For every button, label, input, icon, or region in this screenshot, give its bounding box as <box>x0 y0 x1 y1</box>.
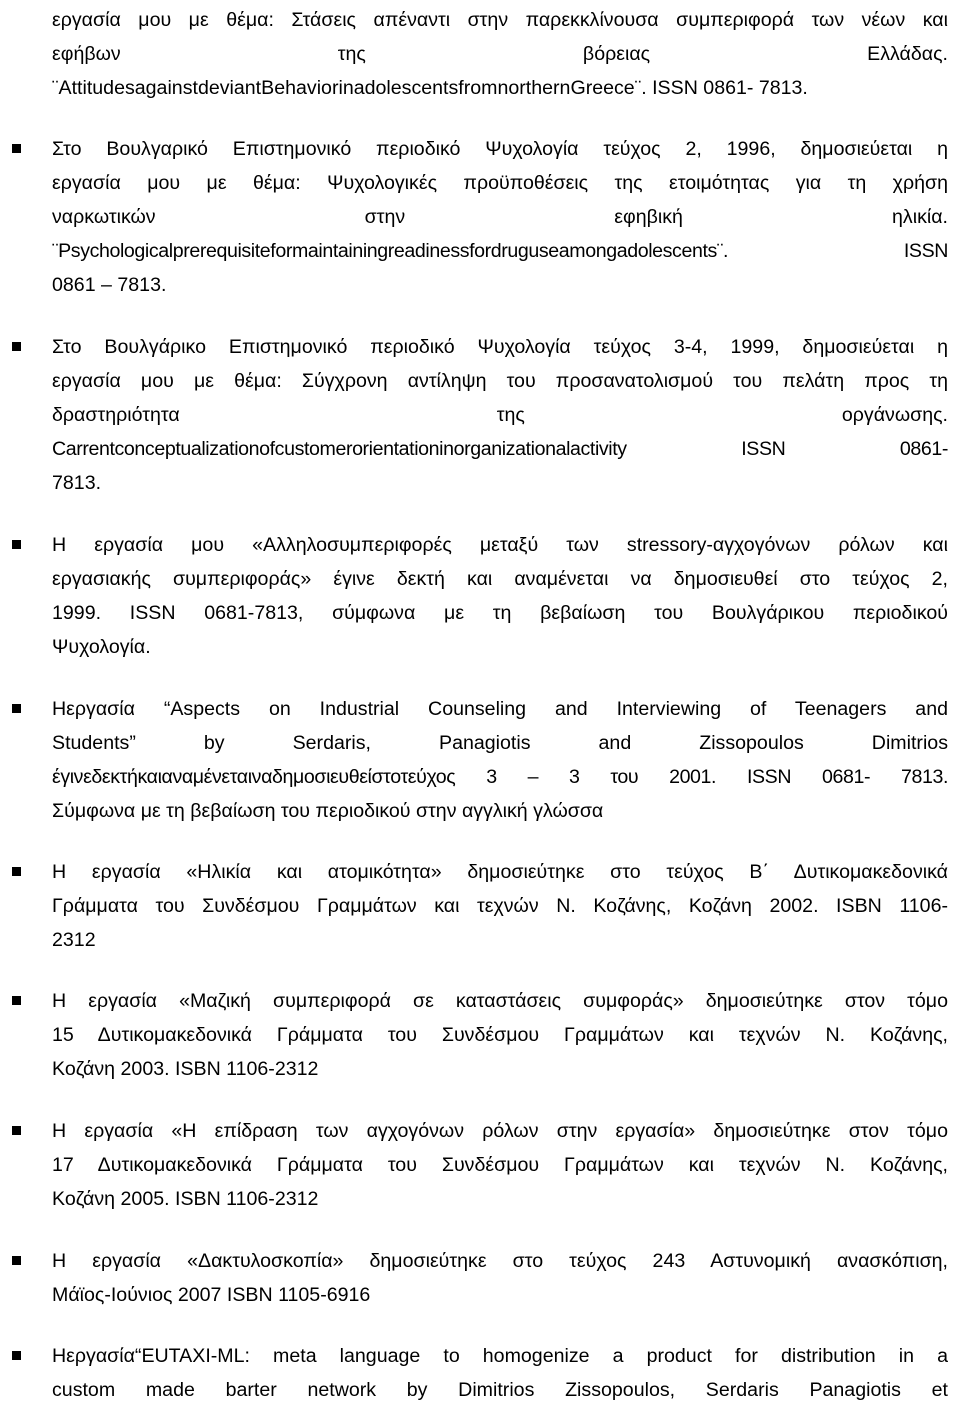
entry-text <box>52 528 948 664</box>
text-line: Η εργασία «Ηλικία και ατομικότητα» δημοσιεύτηκε στο τεύχος Β΄ Δυτικομακεδονικά <box>52 861 948 883</box>
text-line: 17 Δυτικομακεδονικά Γράμματα του Συνδέσμου Γραμμάτων και τεχνών Ν. Κοζάνης, <box>52 1154 948 1176</box>
text-line: Στο Βουλγάρικο Επιστημονικό περιοδικό Ψυχολογία τεύχος 3-4, 1999, δημοσιεύεται η <box>52 336 948 358</box>
text-line: ¨AttitudesagainstdeviantBehaviorinadolescentsfromnorthernGreece¨. ISSN 0861- 7813. <box>52 77 808 99</box>
text-line: 15 Δυτικομακεδονικά Γράμματα του Συνδέσμου Γραμμάτων και τεχνών Ν. Κοζάνης, <box>52 1024 948 1046</box>
text-line: 0861 – 7813. <box>52 274 167 296</box>
entry-text <box>52 1244 948 1312</box>
square-bullet-icon <box>12 144 21 153</box>
text-line: Students” by Serdaris, Panagiotis and Zissopoulos Dimitrios <box>52 732 948 754</box>
text-line: ¨Psychologicalprerequisiteformaintainingreadinessfordruguseamongadolescents¨. ISSN <box>52 240 948 262</box>
square-bullet-icon <box>12 704 21 713</box>
square-bullet-icon <box>12 540 21 549</box>
text-line: Κοζάνη 2005. ISBN 1106-2312 <box>52 1188 319 1210</box>
text-line: Γράμματα του Συνδέσμου Γραμμάτων και τεχνών Ν. Κοζάνης, Κοζάνη 2002. ISBN 1106- <box>52 895 948 917</box>
text-line: εφήβων της βόρειας Ελλάδας. <box>52 43 948 65</box>
square-bullet-icon <box>12 1126 21 1135</box>
entry-text <box>52 1339 948 1407</box>
text-line: εργασία μου με θέμα: Ψυχολογικές προϋποθέσεις της ετοιμότητας για τη χρήση <box>52 172 948 194</box>
text-line: Σύμφωνα με τη βεβαίωση του περιοδικού στην αγγλική γλώσσα <box>52 800 604 822</box>
text-line: Η εργασία μου «Αλληλοσυμπεριφορές μεταξύ των stressory-αγχογόνων ρόλων και <box>52 534 948 556</box>
entry-text <box>52 3 948 105</box>
text-line: Η εργασία «Δακτυλοσκοπία» δημοσιεύτηκε στο τεύχος 243 Αστυνομική ανασκόπιση, <box>52 1250 948 1272</box>
text-line: Ηεργασία “Aspects on Industrial Counseling and Interviewing of Teenagers and <box>52 698 948 720</box>
square-bullet-icon <box>12 996 21 1005</box>
entry-text <box>52 132 948 302</box>
text-line: 2312 <box>52 929 96 951</box>
square-bullet-icon <box>12 342 21 351</box>
square-bullet-icon <box>12 1351 21 1360</box>
text-line: εργασία μου με θέμα: Στάσεις απέναντι στην παρεκκλίνουσα συμπεριφορά των νέων και <box>52 9 948 31</box>
text-line: δραστηριότητα της οργάνωσης. <box>52 404 948 426</box>
entry-text <box>52 855 948 957</box>
text-line: εργασιακής συμπεριφοράς» έγινε δεκτή και αναμένεται να δημοσιευθεί στο τεύχος 2, <box>52 568 948 590</box>
text-line: Η εργασία «Η επίδραση των αγχογόνων ρόλων στην εργασία» δημοσιεύτηκε στον τόμο <box>52 1120 948 1142</box>
text-line: έγινεδεκτήκαιαναμένεταιναδημοσιευθείστοτεύχος 3 – 3 του 2001. ISSN 0681- 7813. <box>52 766 948 788</box>
text-line: 7813. <box>52 472 102 494</box>
square-bullet-icon <box>12 867 21 876</box>
text-line: 1999. ISSN 0681-7813, σύμφωνα με τη βεβαίωση του Βουλγάρικου περιοδικού <box>52 602 948 624</box>
text-line: Carrentconceptualizationofcustomerorientationinorganizationalactivity ISSN 0861- <box>52 438 948 460</box>
entry-text <box>52 330 948 500</box>
text-line: Μάϊος-Ιούνιος 2007 ISBN 1105-6916 <box>52 1284 371 1306</box>
square-bullet-icon <box>12 1256 21 1265</box>
text-line: Η εργασία «Μαζική συμπεριφορά σε καταστάσεις συμφοράς» δημοσιεύτηκε στον τόμο <box>52 990 948 1012</box>
entry-text <box>52 692 948 828</box>
text-line: ναρκωτικών στην εφηβική ηλικία. <box>52 206 948 228</box>
text-line: Ηεργασία“EUTAXI-ML: meta language to homogenize a product for distribution in a <box>52 1345 948 1367</box>
text-line: εργασία μου με θέμα: Σύγχρονη αντίληψη του προσανατολισμού του πελάτη προς τη <box>52 370 948 392</box>
text-line: custom made barter network by Dimitrios Zissopoulos, Serdaris Panagiotis et <box>52 1379 948 1401</box>
text-line: Στο Βουλγαρικό Επιστημονικό περιοδικό Ψυχολογία τεύχος 2, 1996, δημοσιεύεται η <box>52 138 948 160</box>
text-line: Κοζάνη 2003. ISBN 1106-2312 <box>52 1058 319 1080</box>
text-line: Ψυχολογία. <box>52 636 151 658</box>
entry-text <box>52 984 948 1086</box>
entry-text <box>52 1114 948 1216</box>
